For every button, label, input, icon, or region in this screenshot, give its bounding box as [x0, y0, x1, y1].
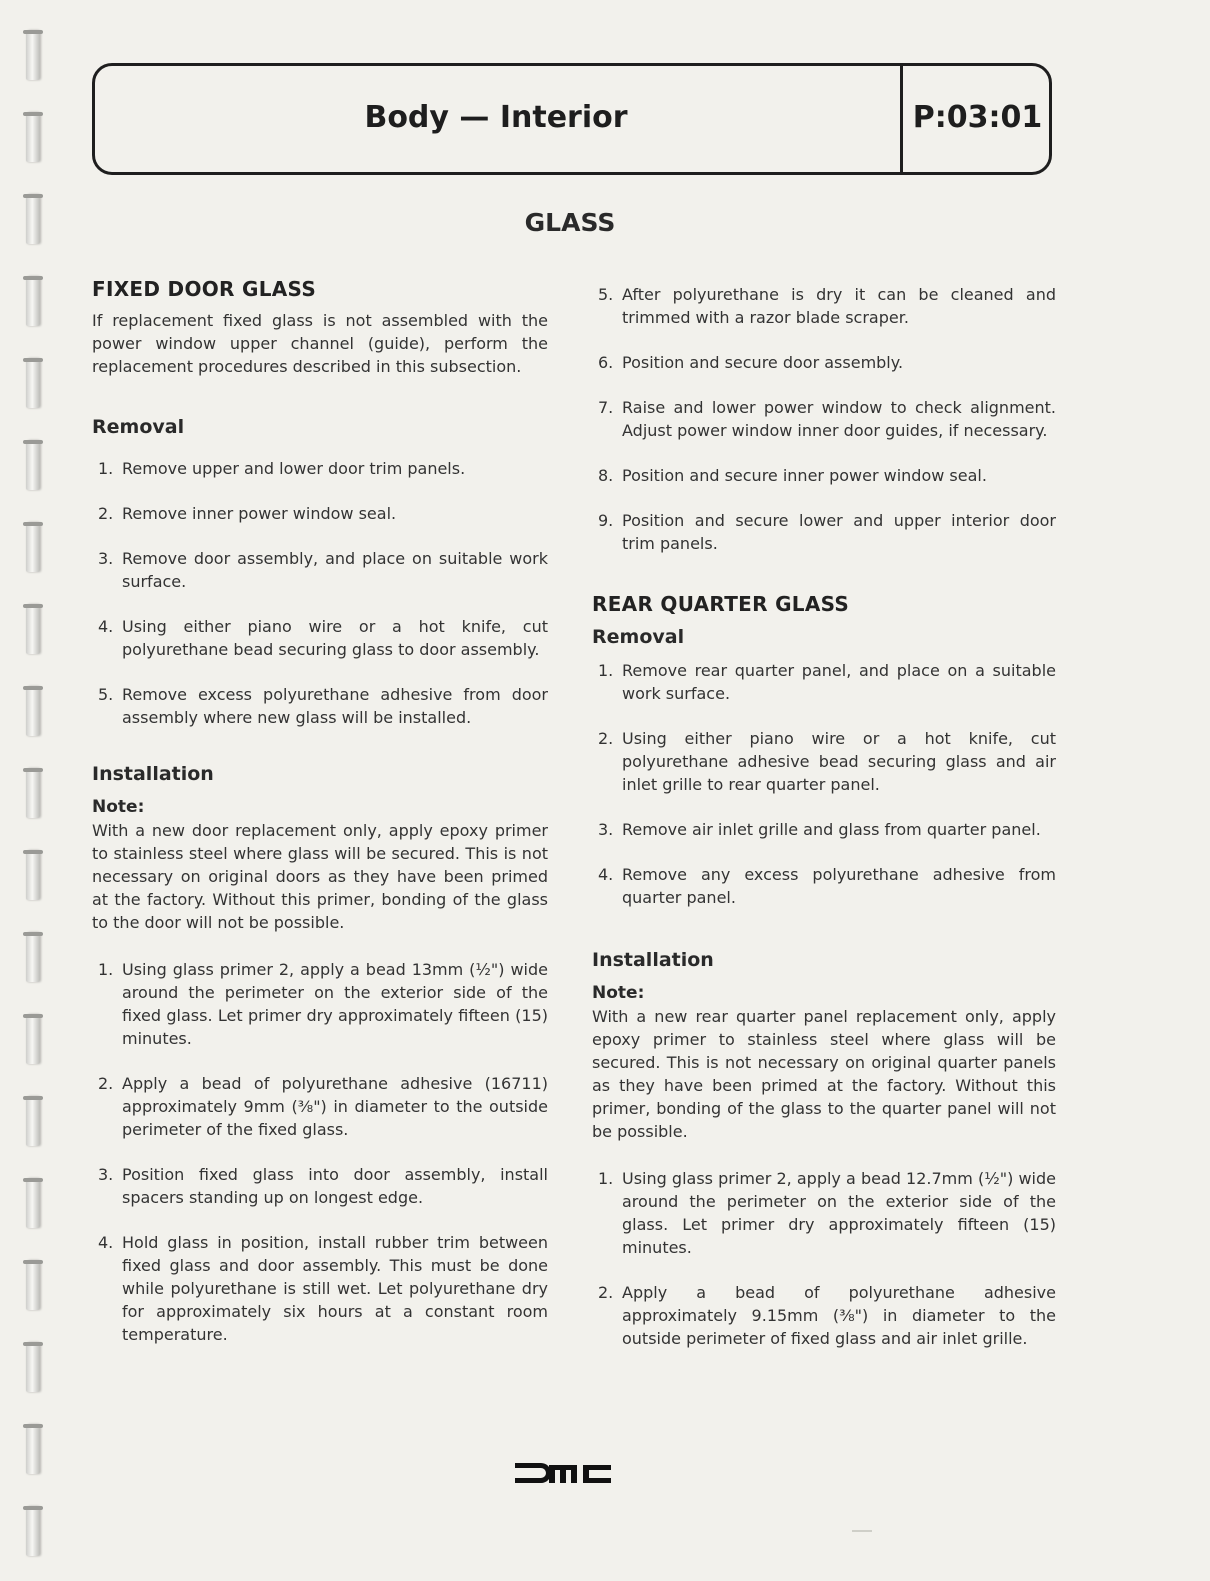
binder-hole: [26, 1178, 40, 1228]
list-item: 5. Remove excess polyurethane adhesive from door assembly where new glass will be installed.: [98, 685, 548, 727]
binder-hole: [26, 30, 40, 80]
binder-hole: [26, 440, 40, 490]
list-item: 2. Using either piano wire or a hot knife, cut polyurethane adhesive bead securing glass and air inlet grille to rear quarter panel.: [598, 729, 1056, 794]
binder-hole: [26, 604, 40, 654]
list-item: 3. Remove door assembly, and place on suitable work surface.: [98, 549, 548, 591]
rear-quarter-glass-heading: REAR QUARTER GLASS: [592, 592, 850, 616]
fixed-door-glass-intro: If replacement fixed glass is not assembled with the power window upper channel (guide), perform the replacement procedures described in this subsection.: [92, 311, 548, 376]
list-item: 4. Remove any excess polyurethane adhesive from quarter panel.: [598, 865, 1056, 907]
binder-hole: [26, 112, 40, 162]
binder-hole: [26, 1424, 40, 1474]
binder-hole: [26, 1096, 40, 1146]
binder-hole: [26, 1014, 40, 1064]
binder-hole: [26, 1506, 40, 1556]
removal-steps: [92, 457, 548, 729]
binder-hole: [26, 1260, 40, 1310]
list-item: 5. After polyurethane is dry it can be cleaned and trimmed with a razor blade scraper.: [598, 285, 1056, 327]
list-item: 3. Remove air inlet grille and glass from quarter panel.: [598, 820, 1041, 839]
installation-steps-continued: [592, 283, 1056, 555]
page-code: P:03:01: [912, 100, 1043, 135]
installation-heading: Installation: [592, 949, 714, 971]
paper-mark: [852, 1530, 872, 1532]
removal-heading: Removal: [592, 626, 685, 648]
list-item: 8. Position and secure inner power window seal.: [598, 466, 987, 485]
left-column: [92, 278, 548, 1346]
list-item: 3. Position fixed glass into door assembly, install spacers standing up on longest edge.: [98, 1165, 548, 1207]
list-item: 1. Remove rear quarter panel, and place on a suitable work surface.: [598, 661, 1056, 703]
note-label: Note:: [592, 983, 645, 1003]
section-title: GLASS: [524, 208, 616, 237]
binder-hole: [26, 358, 40, 408]
note-text: With a new rear quarter panel replacement only, apply epoxy primer to stainless steel where glass will be secured. This is not necessary on original quarter panels as they have been primed at the factory. Without this primer, bonding of the glass to the quarter panel will not be possible.: [592, 1007, 1056, 1141]
installation-heading: Installation: [92, 763, 214, 785]
removal-steps: [592, 659, 1056, 909]
removal-heading: Removal: [92, 416, 185, 438]
binder-hole: [26, 522, 40, 572]
list-item: 2. Remove inner power window seal.: [98, 504, 397, 523]
list-item: 1. Remove upper and lower door trim panels.: [98, 459, 466, 478]
list-item: 1. Using glass primer 2, apply a bead 13mm (½") wide around the perimeter on the exterior side of the fixed glass. Let primer dry approximately fifteen (15) minutes.: [98, 960, 548, 1048]
page-title: Body — Interior: [364, 100, 628, 135]
binder-hole: [26, 850, 40, 900]
list-item: 4. Using either piano wire or a hot knife, cut polyurethane bead securing glass to door assembly.: [98, 617, 548, 659]
note-text: With a new door replacement only, apply epoxy primer to stainless steel where glass will be secured. This is not necessary on original doors as they have been primed at the factory. Without this primer, bonding of the glass to the door will not be possible.: [92, 821, 548, 932]
list-item: 7. Raise and lower power window to check alignment. Adjust power window inner door guides, if necessary.: [598, 398, 1056, 440]
list-item: 4. Hold glass in position, install rubber trim between fixed glass and door assembly. This must be done while polyurethane is still wet. Let polyurethane dry for approximately six hours at a constant room temperature.: [98, 1233, 548, 1344]
list-item: 6. Position and secure door assembly.: [598, 353, 904, 372]
installation-steps: [592, 1167, 1056, 1350]
right-column: [592, 283, 1056, 1350]
installation-steps: [92, 958, 548, 1346]
list-item: 9. Position and secure lower and upper interior door trim panels.: [598, 511, 1056, 553]
dmc-logo-icon: [515, 1461, 611, 1485]
list-item: 1. Using glass primer 2, apply a bead 12.7mm (½") wide around the perimeter on the exterior side of the glass. Let primer dry approximately fifteen (15) minutes.: [598, 1169, 1056, 1257]
note-label: Note:: [92, 797, 145, 817]
list-item: 2. Apply a bead of polyurethane adhesive approximately 9.15mm (⅜") in diameter to the outside perimeter of fixed glass and air inlet grille.: [598, 1283, 1056, 1348]
binder-hole: [26, 1342, 40, 1392]
binder-hole: [26, 686, 40, 736]
binder-hole: [26, 932, 40, 982]
fixed-door-glass-heading: FIXED DOOR GLASS: [92, 277, 317, 301]
binder-hole: [26, 768, 40, 818]
binder-hole: [26, 276, 40, 326]
list-item: 2. Apply a bead of polyurethane adhesive (16711) approximately 9mm (⅜") in diameter to the outside perimeter of the fixed glass.: [98, 1074, 548, 1139]
